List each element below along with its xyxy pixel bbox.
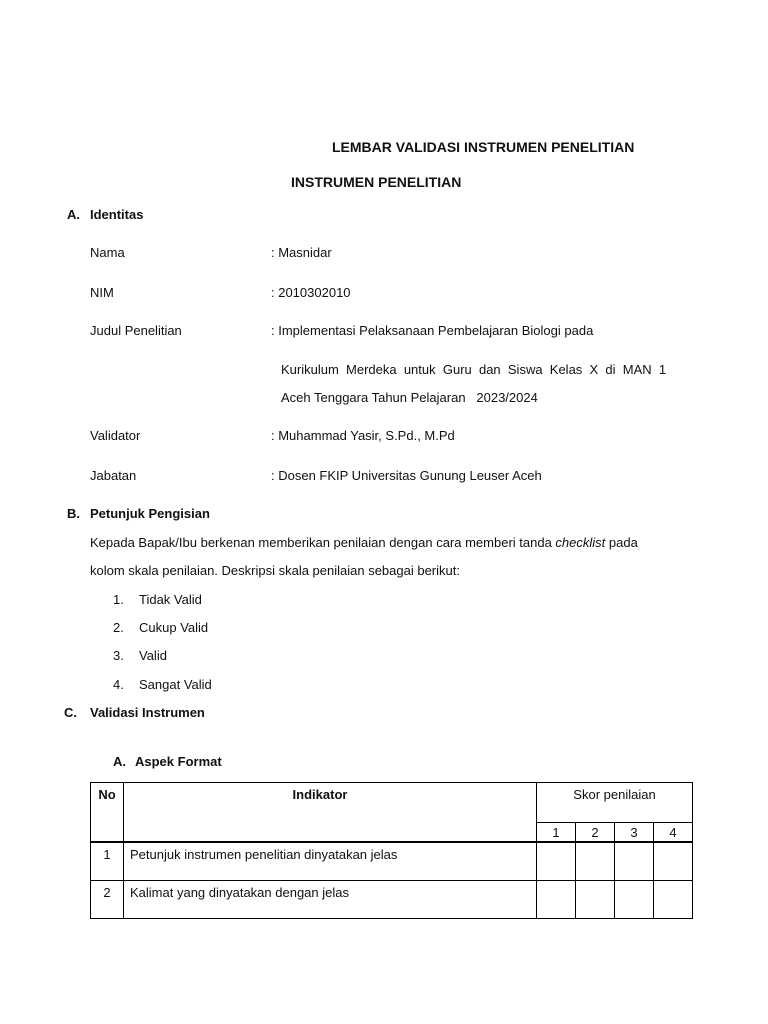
score-cell-4[interactable] (654, 881, 693, 919)
score-column-1: 1 (537, 823, 576, 843)
section-b-heading: Petunjuk Pengisian (90, 506, 210, 521)
field-value-jabatan: : Dosen FKIP Universitas Gunung Leuser Aceh (271, 468, 542, 483)
score-cell-1[interactable] (537, 842, 576, 881)
subsection-heading: Aspek Format (135, 754, 222, 769)
subsection-marker: A. (113, 754, 126, 769)
section-c-heading: Validasi Instrumen (90, 705, 205, 720)
scale-item-number: 1. (113, 592, 124, 607)
row-indikator: Petunjuk instrumen penelitian dinyatakan jelas (124, 842, 537, 881)
instruction-paragraph-line2: kolom skala penilaian. Deskripsi skala penilaian sebagai berikut: (90, 563, 460, 578)
instruction-text-italic: checklist (555, 535, 606, 550)
field-value-judul: : Implementasi Pelaksanaan Pembelajaran Biologi pada (271, 323, 594, 338)
scale-item-number: 2. (113, 620, 124, 635)
field-value-nama: : Masnidar (271, 245, 332, 260)
field-value-judul-line2: Kurikulum Merdeka untuk Guru dan Siswa Kelas X di MAN 1 (281, 362, 667, 377)
section-c-marker: C. (64, 705, 77, 720)
table-row (91, 842, 693, 881)
score-column-3: 3 (615, 823, 654, 843)
validation-table (90, 782, 693, 919)
row-number: 2 (91, 881, 124, 919)
field-label-nim: NIM (90, 285, 114, 300)
column-header-no: No (91, 783, 124, 843)
scale-item-number: 3. (113, 648, 124, 663)
scale-item-text: Sangat Valid (139, 677, 212, 692)
instruction-text-part1: Kepada Bapak/Ibu berkenan memberikan penilaian dengan cara memberi tanda (90, 535, 556, 550)
column-header-skor: Skor penilaian (537, 783, 693, 823)
instruction-paragraph-line1 (90, 535, 638, 550)
section-a-marker: A. (67, 207, 80, 222)
instruction-text-part2: pada (605, 535, 638, 550)
section-b-marker: B. (67, 506, 80, 521)
scale-item-number: 4. (113, 677, 124, 692)
score-cell-2[interactable] (576, 881, 615, 919)
section-a-heading: Identitas (90, 207, 144, 222)
score-cell-4[interactable] (654, 842, 693, 881)
score-cell-3[interactable] (615, 881, 654, 919)
score-cell-2[interactable] (576, 842, 615, 881)
row-number: 1 (91, 842, 124, 881)
table-row (91, 881, 693, 919)
scale-item-text: Tidak Valid (139, 592, 202, 607)
row-indikator: Kalimat yang dinyatakan dengan jelas (124, 881, 537, 919)
field-label-nama: Nama (90, 245, 125, 260)
document-subtitle: INSTRUMEN PENELITIAN (291, 174, 462, 190)
score-column-2: 2 (576, 823, 615, 843)
field-value-nim: : 2010302010 (271, 285, 351, 300)
scale-item-text: Valid (139, 648, 167, 663)
document-title: LEMBAR VALIDASI INSTRUMEN PENELITIAN (332, 139, 635, 155)
field-value-judul-line3: Aceh Tenggara Tahun Pelajaran 2023/2024 (281, 390, 538, 405)
scale-item-text: Cukup Valid (139, 620, 209, 635)
field-label-validator: Validator (90, 428, 141, 443)
score-cell-3[interactable] (615, 842, 654, 881)
score-column-4: 4 (654, 823, 693, 843)
field-value-validator: : Muhammad Yasir, S.Pd., M.Pd (271, 428, 455, 443)
score-cell-1[interactable] (537, 881, 576, 919)
field-label-judul: Judul Penelitian (90, 323, 182, 338)
column-header-indikator: Indikator (124, 783, 537, 843)
field-label-jabatan: Jabatan (90, 468, 137, 483)
